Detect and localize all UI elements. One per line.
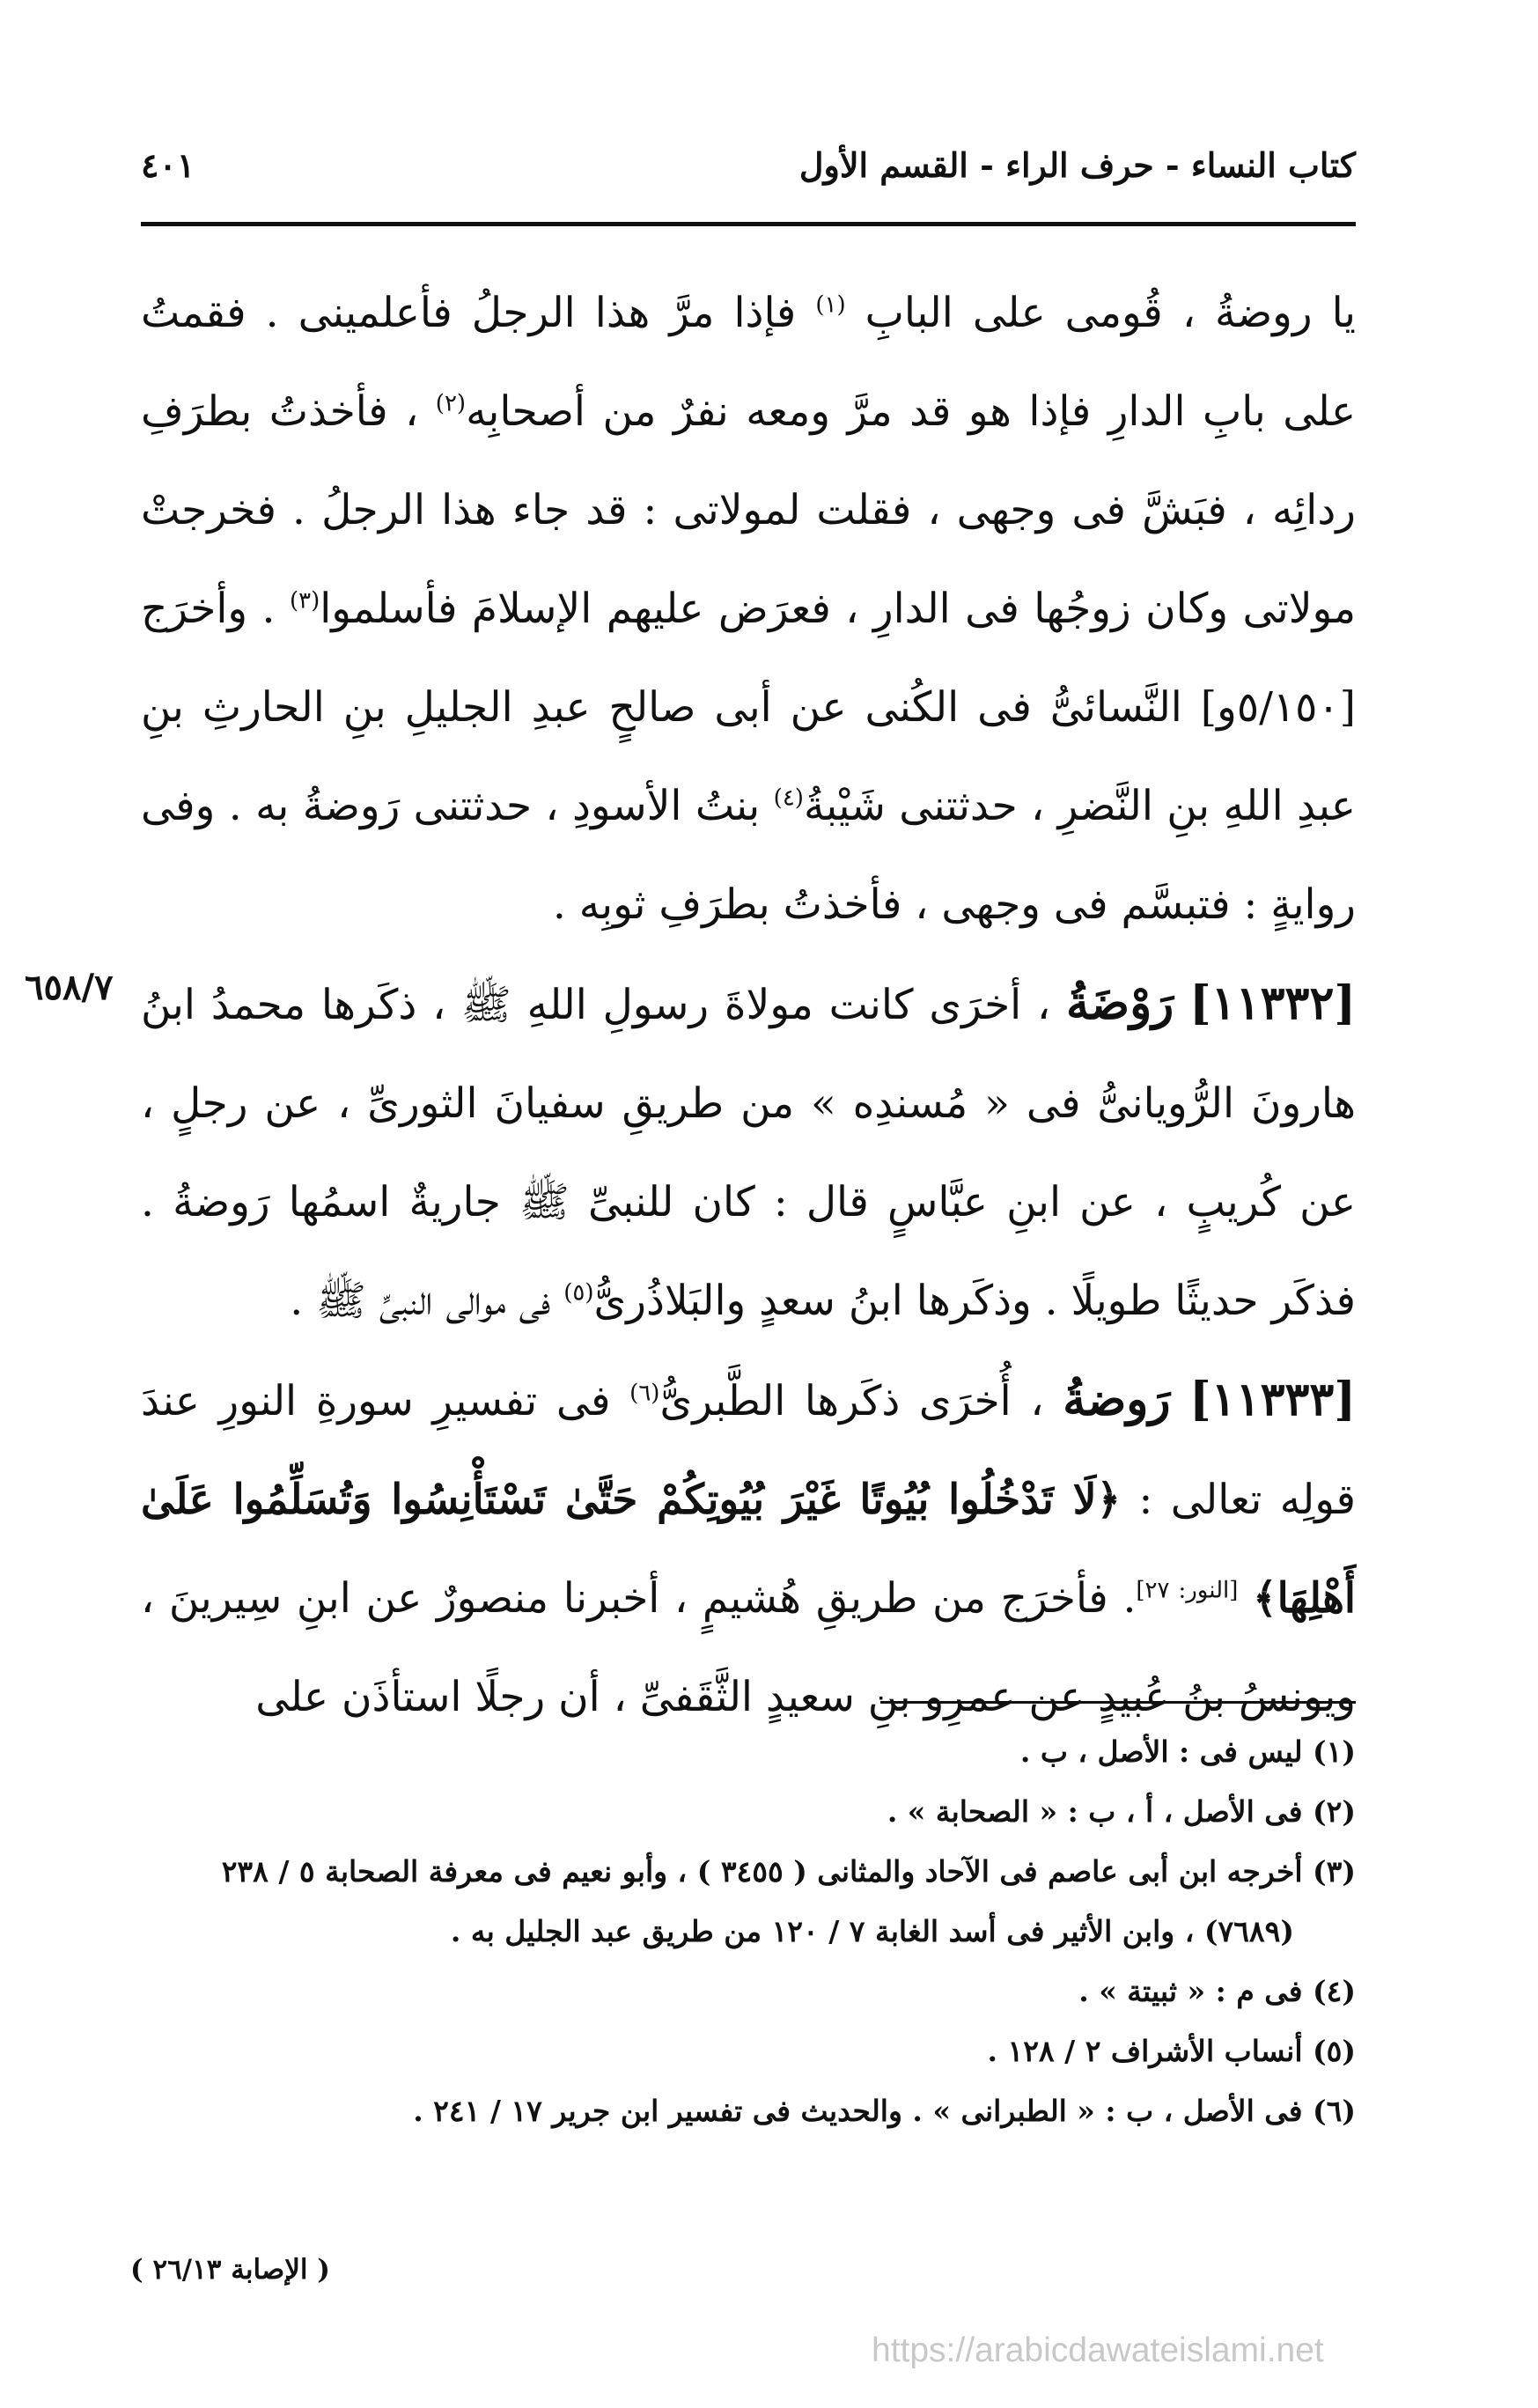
- entry-11333: [١١٣٣٣] رَوضةُ ، أُخرَى ذكَرها الطَّبرىُّ$^{(٦)}$ فى تفسيرِ سورةِ النورِ عندَ قولِه تعالى : ﴿لَا تَدْخُلُوا بُيُوتًا غَيْرَ بُيُوتِكُمْ حَتَّىٰ تَسْتَأْنِسُوا وَتُسَلِّمُوا عَلَىٰ أَهْلِهَا﴾ [النور: ٢٧]. فأخرَج من طريقِ هُشيمٍ ، أخبرنا منصورٌ عن ابنِ سِيرينَ ، ويونسُ بنُ عُبيدٍ عن عمرِو بنِ سعيدٍ الثَّقَفىِّ ، أن رجلًا استأذَن على: [141, 1373, 1356, 1721]
- running-title: كتاب النساء - حرف الراء - القسم الأول: [798, 145, 1356, 185]
- verse-reference: [النور: ٢٧]: [1136, 1577, 1239, 1604]
- footnote-4: (٤) فى م : « ثبيتة » .: [1078, 1974, 1356, 2008]
- footnote-3: (٣) أخرجه ابن أبى عاصم فى الآحاد والمثانى ( ٣٤٥٥ ) ، وأبو نعيم فى معرفة الصحابة ٥ / ٢٣٨: [221, 1854, 1356, 1889]
- entry-name: رَوضةُ: [1063, 1373, 1171, 1426]
- paragraph-continuation: يا روضةُ ، قُومى على البابِ $^{(١)}$ فإذا مرَّ هذا الرجلُ فأعلمينى . فقمتُ على بابِ الدارِ فإذا هو قد مرَّ ومعه نفرٌ من أصحابِه$^{(٢)}$ ، فأخذتُ بطرَفِ ردائِه ، فبَشَّ فى وجهى ، فقلت لمولاتى : قد جاء هذا الرجلُ . فخرجتْ مولاتى وكان زوجُها فى الدارِ ، فعرَض عليهم الإسلامَ فأسلموا$^{(٣)}$ . وأخرَج [٥/١٥٠و] النَّسائىُّ فى الكُنى عن أبى صالحٍ عبدِ الجليلِ بنِ الحارثِ بنِ عبدِ اللهِ بنِ النَّضرِ ، حدثتنى شَيْبةُ$^{(٤)}$ بنتُ الأسودِ ، حدثتنى رَوضةُ به . وفى روايةٍ : فتبسَّم فى وجهى ، فأخذتُ بطرَفِ ثوبِه .: [141, 289, 1356, 929]
- source-reference: ( الإصابة ٢٦/١٣ ): [130, 2254, 330, 2286]
- footnotes: [141, 1726, 1356, 2145]
- page-header: [141, 145, 1356, 207]
- entry-name: رَوْضَةُ: [1066, 976, 1174, 1030]
- footnote-marker: (١): [815, 291, 846, 319]
- footnote-3-continued: (٧٦٨٩) ، وابن الأثير فى أسد الغابة ٧ / ١٢٠ من طريق عبد الجليل به .: [450, 1914, 1294, 1948]
- footnote-divider: [880, 1701, 1356, 1704]
- footnote-marker: (٥): [563, 1279, 594, 1307]
- margin-reference: ٦٥٨/٧: [25, 967, 114, 1008]
- page-number: ٤٠١: [141, 145, 195, 185]
- header-divider: [141, 222, 1356, 226]
- entry-number: [١١٣٣٢]: [1189, 976, 1356, 1030]
- quran-verse: ﴿لَا تَدْخُلُوا بُيُوتًا غَيْرَ بُيُوتِكُمْ حَتَّىٰ تَسْتَأْنِسُوا وَتُسَلِّمُوا عَلَىٰ أَهْلِهَا﴾: [141, 1476, 1356, 1623]
- entry-11332: [١١٣٣٢] رَوْضَةُ ، أخرَى كانت مولاةَ رسولِ اللهِ ﷺ ، ذكَرها محمدُ ابنُ هارونَ الرُّويانىُّ فى « مُسندِه » من طريقِ سفيانَ الثورىِّ ، عن رجلٍ ، عن كُريبٍ ، عن ابنِ عبَّاسٍ قال : كان للنبىِّ ﷺ جاريةٌ اسمُها رَوضةُ . فذكَر حديثًا طويلًا . وذكَرها ابنُ سعدٍ والبَلاذُرىُّ$^{(٥)}$ فى موالى النبىِّ ﷺ .: [141, 976, 1356, 1325]
- watermark-url: https://arabicdawateislami.net: [872, 2331, 1324, 2369]
- entry-number: [١١٣٣٣]: [1189, 1373, 1356, 1426]
- footnote-6: (٦) فى الأصل ، ب : « الطبرانى » . والحديث فى تفسير ابن جرير ١٧ / ٢٤١ .: [413, 2094, 1356, 2128]
- footnote-2: (٢) فى الأصل ، أ ، ب : « الصحابة » .: [887, 1794, 1356, 1829]
- main-text: [141, 264, 1356, 1747]
- footnote-1: (١) ليس فى : الأصل ، ب .: [1019, 1734, 1356, 1769]
- footnote-marker: (٤): [773, 784, 804, 812]
- footnote-5: (٥) أنساب الأشراف ٢ / ١٢٨ .: [987, 2034, 1356, 2068]
- footnote-marker: (٦): [629, 1380, 660, 1407]
- footnote-marker: (٣): [289, 587, 320, 615]
- footnote-marker: (٢): [435, 390, 467, 417]
